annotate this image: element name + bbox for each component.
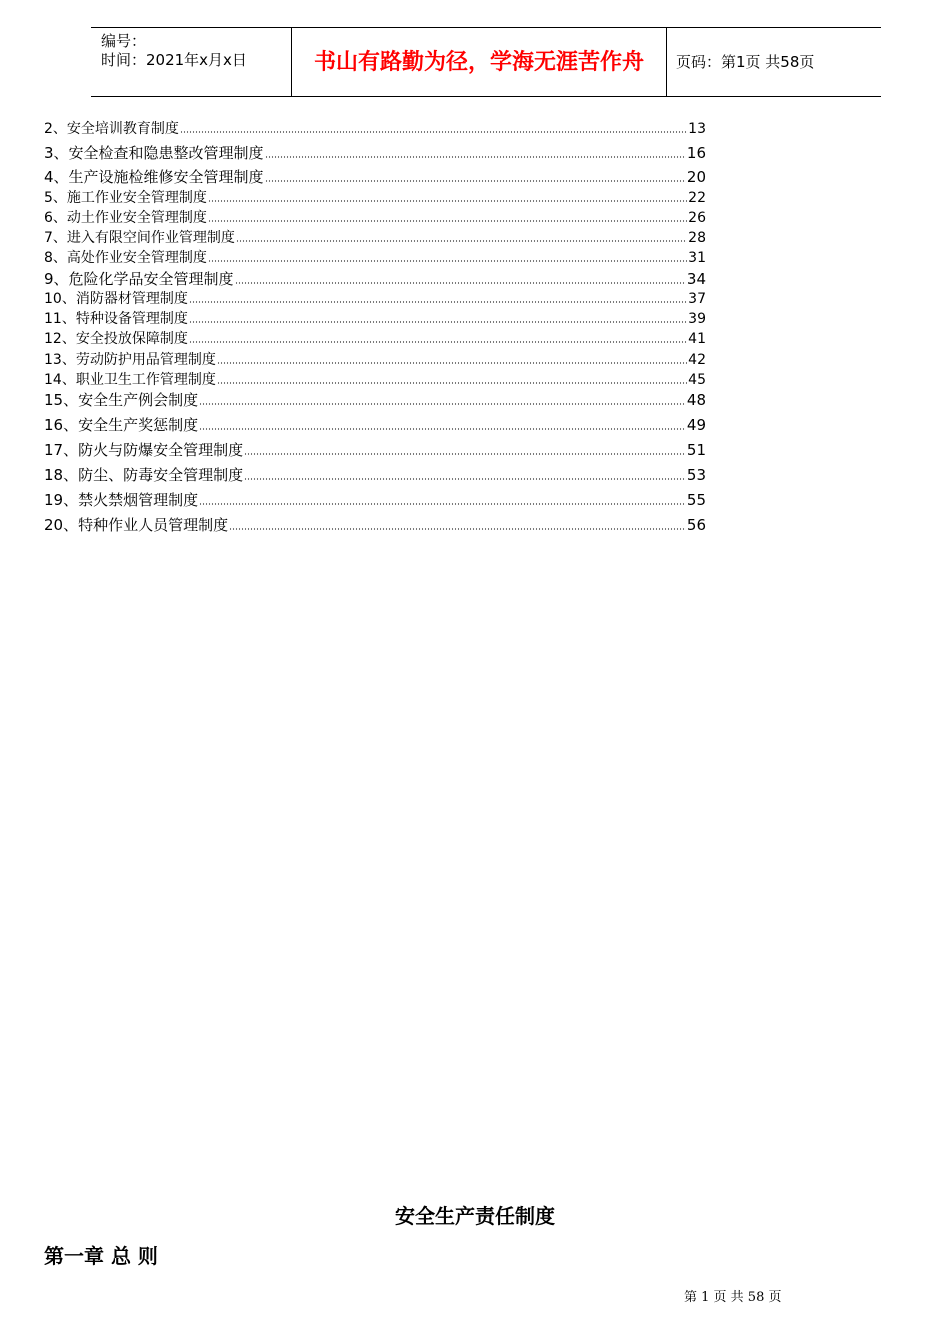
toc-entry[interactable] bbox=[44, 349, 706, 369]
toc-entry-label: 10、消防器材管理制度 bbox=[44, 291, 188, 307]
toc-entry-label: 17、防火与防爆安全管理制度 bbox=[44, 441, 244, 459]
toc-entry-label: 13、劳动防护用品管理制度 bbox=[44, 352, 216, 368]
toc-entry-page: 41 bbox=[688, 331, 706, 347]
toc-leader-dots bbox=[244, 478, 686, 480]
toc-entry-page: 13 bbox=[688, 121, 706, 137]
toc-leader-dots bbox=[199, 428, 686, 430]
toc-entry-page: 16 bbox=[686, 144, 706, 162]
toc-leader-dots bbox=[189, 321, 687, 323]
toc-entry-page: 37 bbox=[688, 291, 706, 307]
toc-entry-page: 56 bbox=[686, 516, 706, 534]
toc-entry[interactable] bbox=[44, 227, 706, 247]
toc-entry[interactable] bbox=[44, 514, 706, 535]
date-label: 时间：2021年x月x日 bbox=[101, 51, 247, 69]
toc-leader-dots bbox=[244, 453, 686, 455]
toc-entry[interactable] bbox=[44, 439, 706, 460]
number-label: 编号： bbox=[101, 32, 147, 50]
toc-entry-page: 42 bbox=[688, 352, 706, 368]
toc-entry[interactable] bbox=[44, 207, 706, 227]
toc-entry-label: 12、安全投放保障制度 bbox=[44, 331, 188, 347]
toc-entry-label: 8、高处作业安全管理制度 bbox=[44, 250, 207, 266]
toc-entry[interactable] bbox=[44, 187, 706, 207]
toc-entry-label: 19、禁火禁烟管理制度 bbox=[44, 491, 199, 509]
header-left-cell bbox=[91, 28, 291, 96]
toc-entry[interactable] bbox=[44, 308, 706, 328]
toc-entry[interactable] bbox=[44, 414, 706, 435]
toc-entry-page: 28 bbox=[688, 230, 706, 246]
toc-entry[interactable] bbox=[44, 118, 706, 138]
toc-leader-dots bbox=[265, 156, 686, 158]
toc-entry-page: 51 bbox=[686, 441, 706, 459]
toc-entry[interactable] bbox=[44, 464, 706, 485]
toc-leader-dots bbox=[199, 403, 686, 405]
page-header bbox=[91, 27, 881, 97]
toc-entry[interactable] bbox=[44, 389, 706, 410]
toc-leader-dots bbox=[189, 301, 687, 303]
toc-entry-page: 22 bbox=[688, 190, 706, 206]
toc-leader-dots bbox=[217, 362, 687, 364]
toc-entry-label: 20、特种作业人员管理制度 bbox=[44, 516, 229, 534]
toc-entry-label: 14、职业卫生工作管理制度 bbox=[44, 372, 216, 388]
toc-leader-dots bbox=[180, 131, 687, 133]
toc-leader-dots bbox=[235, 282, 686, 284]
toc-entry-page: 45 bbox=[688, 372, 706, 388]
toc-leader-dots bbox=[236, 240, 687, 242]
toc-entry-page: 48 bbox=[686, 391, 706, 409]
toc-entry[interactable] bbox=[44, 166, 706, 187]
document-title: 安全生产责任制度 bbox=[395, 1204, 555, 1228]
header-right-cell bbox=[666, 28, 881, 96]
chapter-heading: 第一章 总 则 bbox=[44, 1244, 158, 1268]
toc-entry-page: 26 bbox=[688, 210, 706, 226]
toc-entry-label: 16、安全生产奖惩制度 bbox=[44, 416, 199, 434]
toc-entry[interactable] bbox=[44, 142, 706, 163]
toc-entry[interactable] bbox=[44, 247, 706, 267]
toc-entry-page: 34 bbox=[686, 270, 706, 288]
header-motto: 书山有路勤为径，学海无涯苦作舟 bbox=[313, 50, 644, 75]
toc-entry-label: 4、生产设施检维修安全管理制度 bbox=[44, 168, 264, 186]
toc-entry-label: 9、危险化学品安全管理制度 bbox=[44, 270, 234, 288]
page-footer: 第 1 页 共 58 页 bbox=[684, 1290, 782, 1305]
header-motto-cell bbox=[291, 28, 667, 96]
toc-entry-page: 55 bbox=[686, 491, 706, 509]
toc-entry[interactable] bbox=[44, 268, 706, 289]
toc-leader-dots bbox=[265, 180, 686, 182]
toc-entry-label: 7、进入有限空间作业管理制度 bbox=[44, 230, 235, 246]
toc-leader-dots bbox=[229, 528, 686, 530]
toc-entry[interactable] bbox=[44, 369, 706, 389]
toc-entry-label: 18、防尘、防毒安全管理制度 bbox=[44, 466, 244, 484]
toc-leader-dots bbox=[208, 200, 687, 202]
header-page-info: 页码：第1页 共58页 bbox=[676, 53, 815, 71]
toc-leader-dots bbox=[189, 341, 687, 343]
toc-leader-dots bbox=[208, 260, 687, 262]
toc-leader-dots bbox=[208, 220, 687, 222]
toc-entry-page: 31 bbox=[688, 250, 706, 266]
toc-entry-page: 20 bbox=[686, 168, 706, 186]
toc-entry-label: 5、施工作业安全管理制度 bbox=[44, 190, 207, 206]
toc-entry-label: 15、安全生产例会制度 bbox=[44, 391, 199, 409]
toc-entry-page: 49 bbox=[686, 416, 706, 434]
toc-entry-label: 11、特种设备管理制度 bbox=[44, 311, 188, 327]
toc-leader-dots bbox=[217, 382, 687, 384]
toc-entry[interactable] bbox=[44, 288, 706, 308]
toc-entry-page: 53 bbox=[686, 466, 706, 484]
toc-entry[interactable] bbox=[44, 328, 706, 348]
toc-entry-label: 6、动土作业安全管理制度 bbox=[44, 210, 207, 226]
toc-entry[interactable] bbox=[44, 489, 706, 510]
toc-entry-label: 3、安全检查和隐患整改管理制度 bbox=[44, 144, 264, 162]
toc-leader-dots bbox=[199, 503, 686, 505]
toc-entry-page: 39 bbox=[688, 311, 706, 327]
toc-entry-label: 2、安全培训教育制度 bbox=[44, 121, 179, 137]
